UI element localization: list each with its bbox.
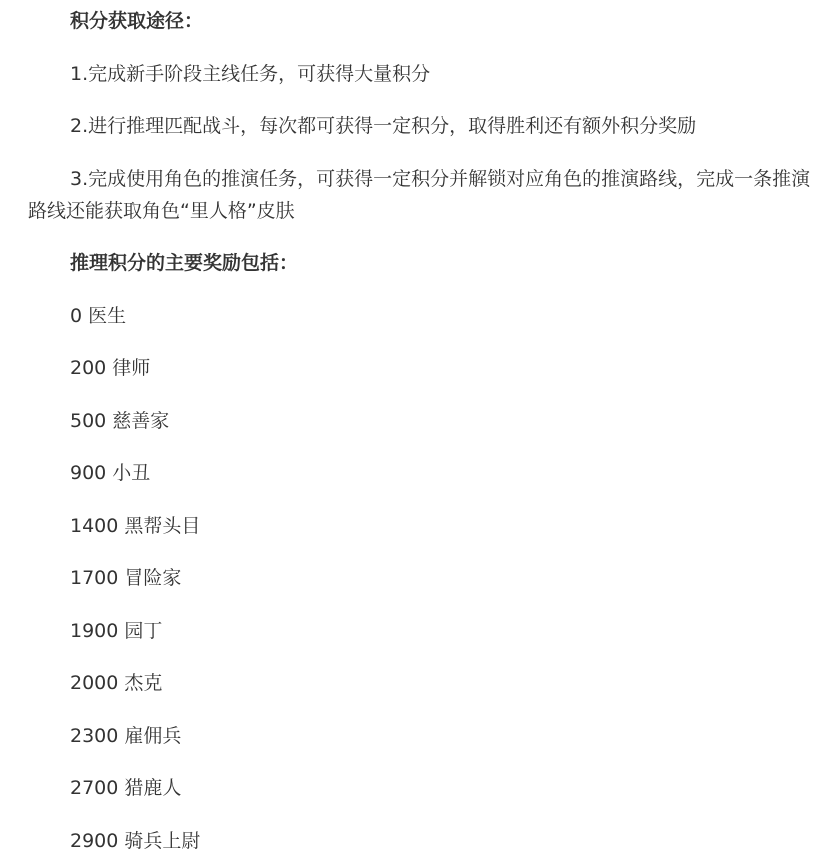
reward-item: 1700 冒险家: [70, 567, 182, 589]
reward-item: 2900 骑兵上尉: [70, 829, 201, 852]
reward-item: 2000 杰克: [70, 672, 163, 694]
reward-item: 2700 猎鹿人: [70, 777, 182, 799]
heading-points-sources: 积分获取途径：: [70, 10, 204, 32]
reward-item: 1400 黑帮头目: [70, 514, 201, 537]
reward-item: 0 医生: [70, 304, 127, 327]
heading-rewards: 推理积分的主要奖励包括：: [70, 252, 299, 274]
reward-item: 1900 园丁: [70, 619, 163, 642]
reward-item: 200 律师: [70, 357, 151, 379]
source-item-2: 2.进行推理匹配战斗，每次都可获得一定积分，取得胜利还有额外积分奖励: [70, 115, 697, 137]
reward-item: 500 慈善家: [70, 409, 170, 432]
reward-item: 2300 雇佣兵: [70, 724, 182, 747]
reward-item: 900 小丑: [70, 462, 151, 484]
source-item-3: 3.完成使用角色的推演任务，可获得一定积分并解锁对应角色的推演路线，完成一条推演路线还能获取角色“里人格”皮肤: [28, 167, 811, 222]
source-item-1: 1.完成新手阶段主线任务，可获得大量积分: [70, 62, 431, 85]
